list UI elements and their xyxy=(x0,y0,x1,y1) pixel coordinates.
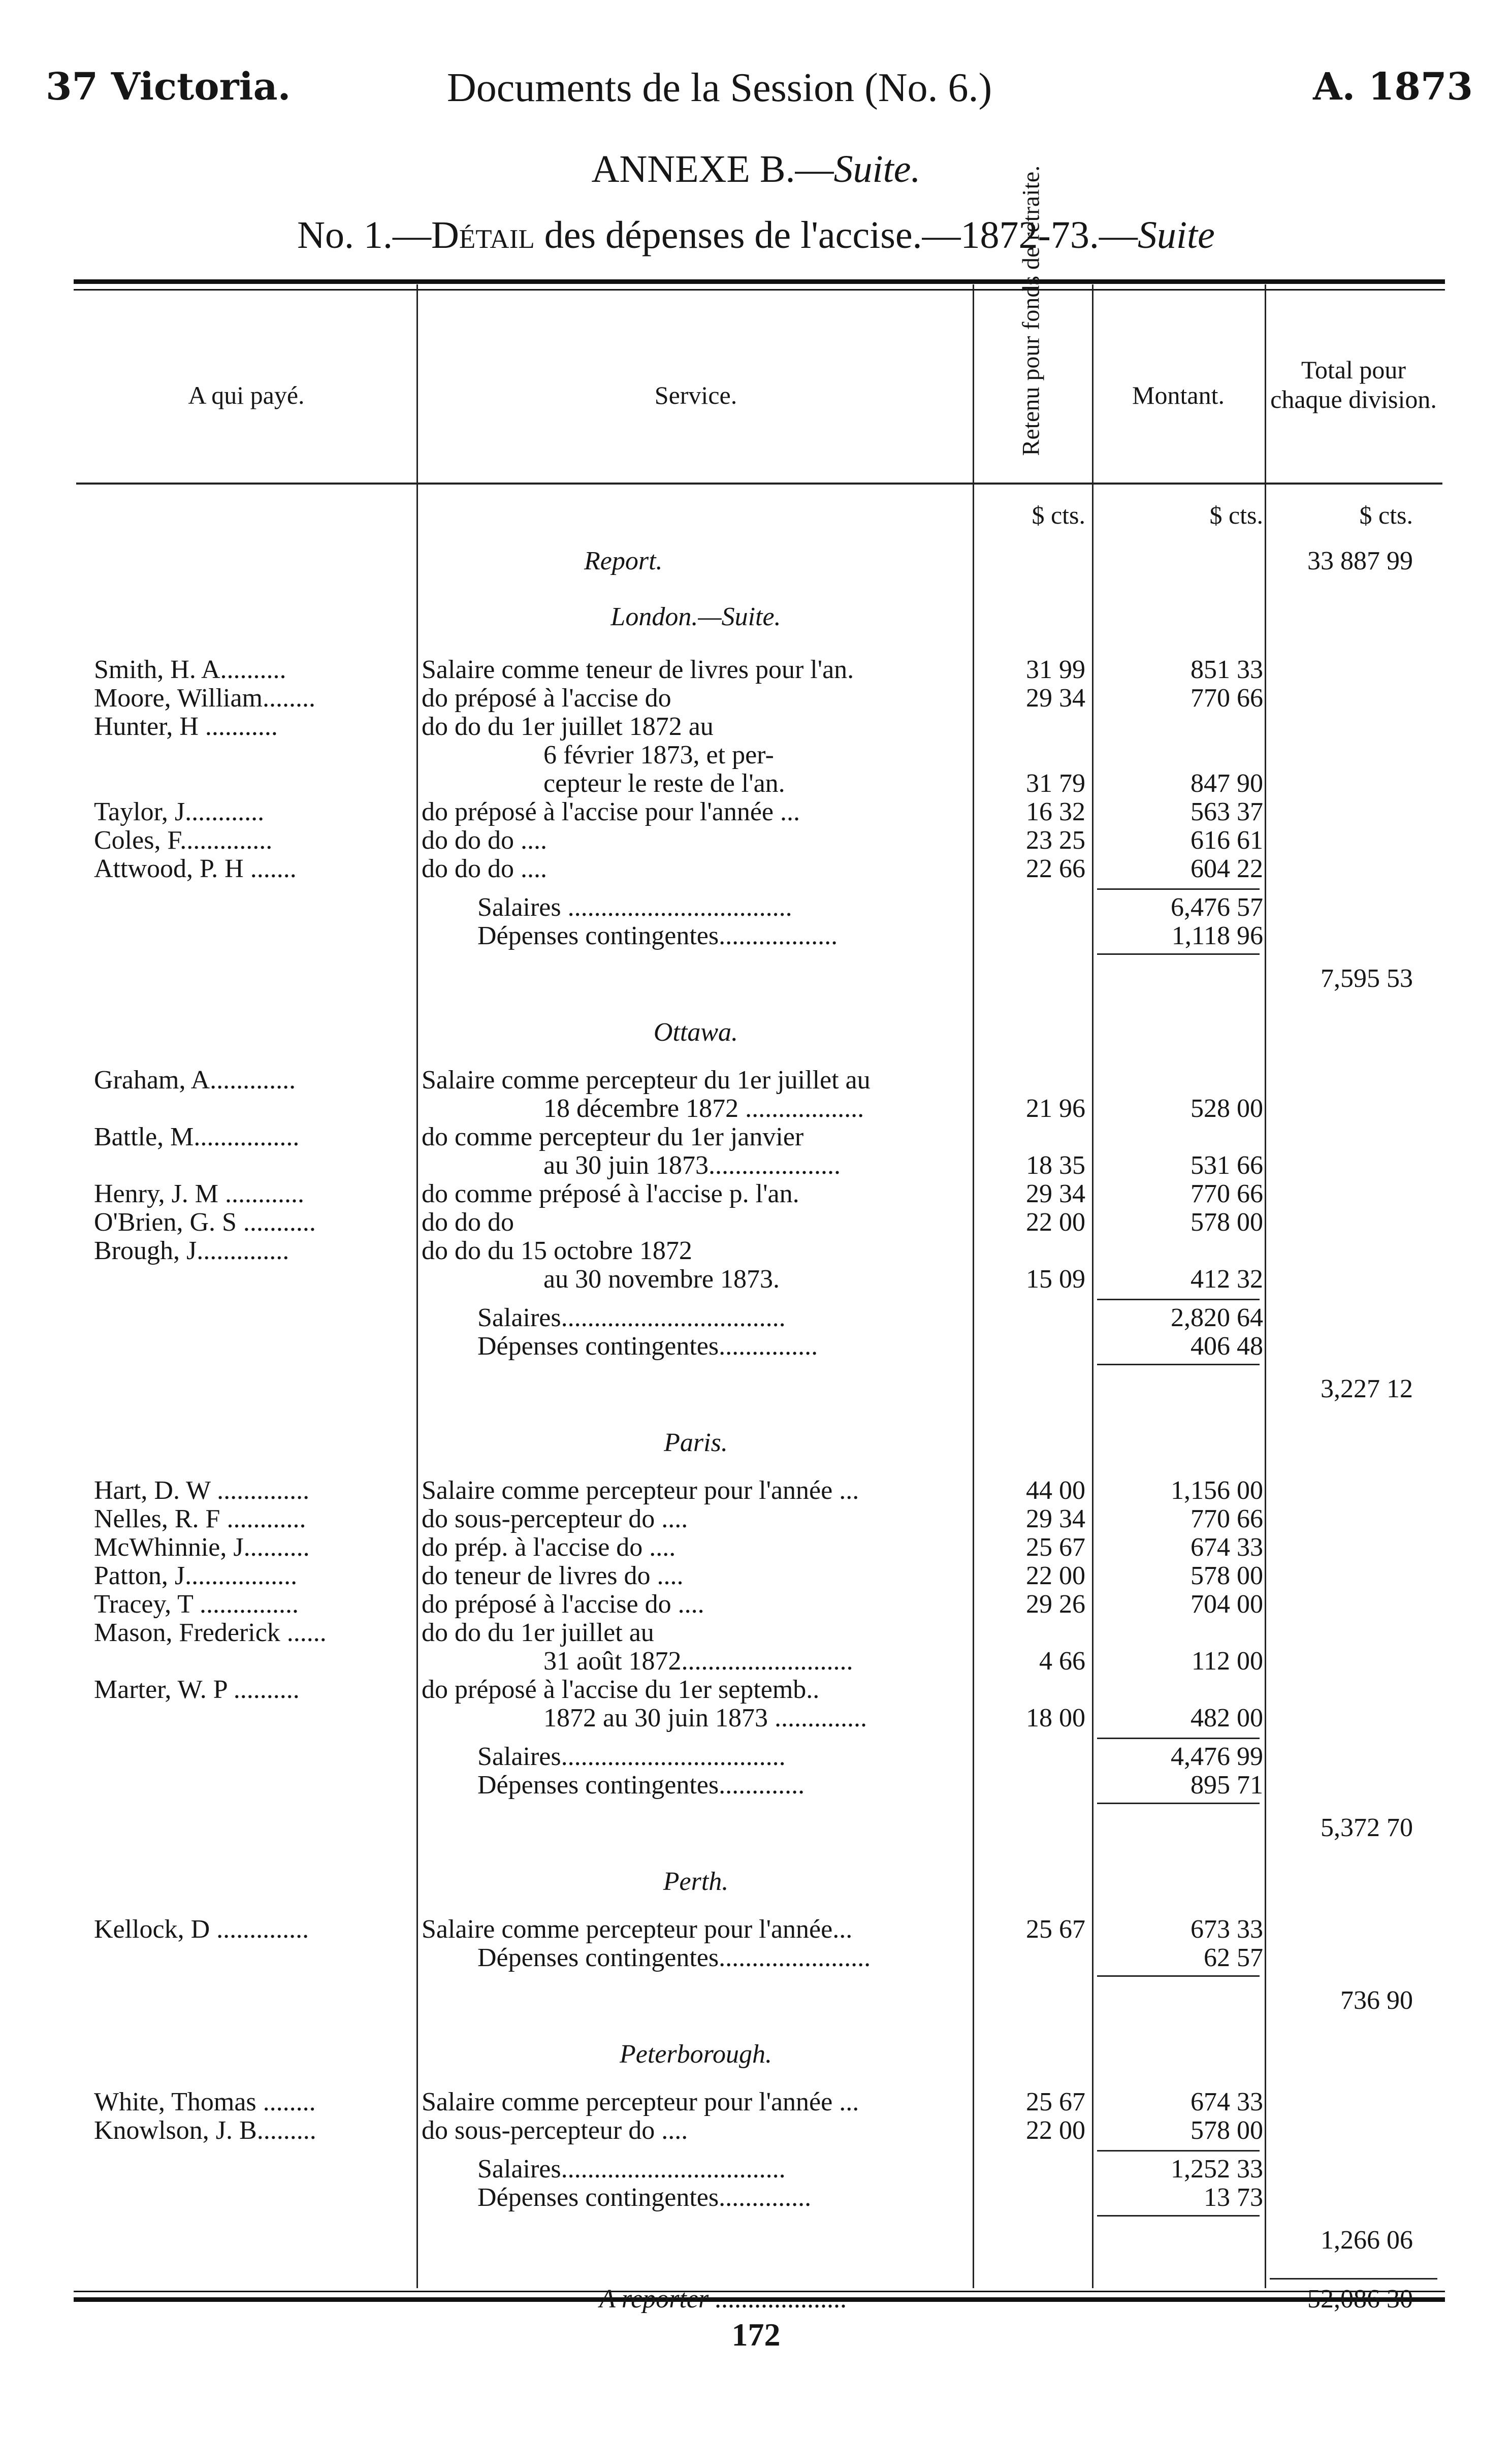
montant-rule xyxy=(1097,2215,1260,2217)
table-row xyxy=(0,1618,1512,1646)
montant-value: 604 22 xyxy=(1191,854,1263,883)
column-header-montant: Montant. xyxy=(1132,381,1225,409)
montant-rule xyxy=(1097,1803,1260,1804)
header-left: 37 Victoria. xyxy=(46,65,291,109)
service-text: Salaire comme teneur de livres pour l'an. xyxy=(422,655,854,684)
table-row xyxy=(0,1236,1512,1264)
payee-name: Brough, J.............. xyxy=(94,1236,289,1265)
retenu-value: 22 00 xyxy=(1026,1561,1085,1590)
retenu-value: 29 34 xyxy=(1026,1504,1085,1533)
total-rule xyxy=(1270,2278,1437,2280)
payee-name: Patton, J................. xyxy=(94,1561,298,1590)
service-text: do sous-percepteur do .... xyxy=(422,1504,688,1533)
table-row xyxy=(0,683,1512,712)
service-text: 6 février 1873, et per- xyxy=(543,741,774,769)
salaires-value: 1,252 33 xyxy=(1171,2155,1263,2184)
division-total-row xyxy=(0,964,1512,992)
retenu-value: 29 34 xyxy=(1026,684,1085,713)
unit-montant: $ cts. xyxy=(1209,501,1263,529)
retenu-value: 18 35 xyxy=(1026,1151,1085,1180)
payee-name: Kellock, D .............. xyxy=(94,1915,309,1944)
service-text: 31 août 1872.......................... xyxy=(543,1647,853,1676)
retenu-value: 44 00 xyxy=(1026,1476,1085,1505)
subtitle-suite: Suite xyxy=(1137,214,1215,256)
contingentes-row xyxy=(0,921,1512,949)
montant-value: 616 61 xyxy=(1191,826,1263,855)
salaires-row xyxy=(0,1742,1512,1770)
table-row xyxy=(0,768,1512,797)
table-row xyxy=(0,2115,1512,2144)
a-reporter-label: A reporter .................... xyxy=(599,2285,848,2314)
subtitle-prefix: No. 1.— xyxy=(297,214,432,256)
contingentes-label: Dépenses contingentes.................. xyxy=(477,921,838,950)
section-title xyxy=(0,2039,1512,2068)
service-text: au 30 juin 1873.................... xyxy=(543,1151,841,1180)
table-row xyxy=(0,1646,1512,1675)
retenu-value: 25 67 xyxy=(1026,1533,1085,1562)
salaires-label: Salaires.................................. xyxy=(477,1303,786,1332)
montant-value: 847 90 xyxy=(1191,769,1263,798)
column-header-total: Total pour chaque division. xyxy=(1270,356,1437,413)
payee-name: Attwood, P. H ....... xyxy=(94,854,297,883)
montant-value: 578 00 xyxy=(1191,1208,1263,1237)
payee-name: Moore, William........ xyxy=(94,684,316,713)
table-row xyxy=(0,1675,1512,1703)
montant-value: 412 32 xyxy=(1191,1265,1263,1294)
payee-name: McWhinnie, J.......... xyxy=(94,1533,310,1562)
retenu-value: 23 25 xyxy=(1026,826,1085,855)
section-title xyxy=(0,1428,1512,1456)
montant-rule xyxy=(1097,1975,1260,1977)
service-text: cepteur le reste de l'an. xyxy=(543,769,785,798)
montant-value: 578 00 xyxy=(1191,1561,1263,1590)
retenu-value: 4 66 xyxy=(1039,1647,1085,1676)
division-total-row xyxy=(0,2225,1512,2254)
table-row xyxy=(0,1914,1512,1943)
service-text: do préposé à l'accise do xyxy=(422,684,671,713)
table-row xyxy=(0,1589,1512,1618)
service-text: do do du 1er juillet 1872 au xyxy=(422,712,714,741)
table-subtitle xyxy=(0,213,1512,258)
contingentes-label: Dépenses contingentes............... xyxy=(477,1332,818,1361)
service-text: au 30 novembre 1873. xyxy=(543,1265,780,1294)
subtitle-detail: Détail xyxy=(431,214,535,256)
report-label: Report. xyxy=(584,547,663,575)
salaires-row xyxy=(0,1303,1512,1331)
service-text: 18 décembre 1872 .................. xyxy=(543,1094,864,1123)
retenu-value: 18 00 xyxy=(1026,1704,1085,1732)
service-text: do préposé à l'accise du 1er septemb.. xyxy=(422,1675,820,1704)
montant-value: 674 33 xyxy=(1191,1533,1263,1562)
payee-name: Coles, F.............. xyxy=(94,826,273,855)
montant-value: 482 00 xyxy=(1191,1704,1263,1732)
contingentes-value: 13 73 xyxy=(1204,2183,1263,2212)
table-row xyxy=(0,1094,1512,1122)
table-row xyxy=(0,797,1512,825)
section-title xyxy=(0,602,1512,630)
montant-value: 851 33 xyxy=(1191,655,1263,684)
payee-name: Marter, W. P .......... xyxy=(94,1675,300,1704)
service-text: do do do .... xyxy=(422,826,547,855)
section-title-text: Ottawa. xyxy=(653,1018,738,1047)
service-text: do do do .... xyxy=(422,854,547,883)
retenu-value: 31 79 xyxy=(1026,769,1085,798)
payee-name: Knowlson, J. B......... xyxy=(94,2116,316,2145)
division-total: 7,595 53 xyxy=(1321,964,1413,993)
division-total: 5,372 70 xyxy=(1321,1813,1413,1842)
montant-value: 770 66 xyxy=(1191,1504,1263,1533)
retenu-value: 21 96 xyxy=(1026,1094,1085,1123)
service-text: Salaire comme percepteur pour l'année ... xyxy=(422,2088,859,2116)
payee-name: Tracey, T ............... xyxy=(94,1590,299,1619)
table-row xyxy=(0,1207,1512,1236)
montant-rule xyxy=(1097,953,1260,955)
section-title xyxy=(0,1867,1512,1895)
payee-name: Hunter, H ........... xyxy=(94,712,278,741)
montant-value: 1,156 00 xyxy=(1171,1476,1263,1505)
montant-value: 770 66 xyxy=(1191,1179,1263,1208)
annex-main: ANNEXE B.— xyxy=(591,148,834,190)
subtotal-rule xyxy=(1097,1299,1260,1300)
division-total-row xyxy=(0,1985,1512,2014)
payee-name: Mason, Frederick ...... xyxy=(94,1618,327,1647)
service-text: do sous-percepteur do .... xyxy=(422,2116,688,2145)
header-right: A. 1873 xyxy=(1313,65,1473,109)
contingentes-row xyxy=(0,1770,1512,1799)
unit-total: $ cts. xyxy=(1359,501,1413,529)
payee-name: Smith, H. A.......... xyxy=(94,655,286,684)
table-row xyxy=(0,655,1512,683)
table-row xyxy=(0,1264,1512,1293)
service-text: do préposé à l'accise do .... xyxy=(422,1590,704,1619)
section-title-text: Paris. xyxy=(664,1428,728,1457)
division-total-row xyxy=(0,1374,1512,1402)
header-rule xyxy=(76,483,1442,485)
contingentes-label: Dépenses contingentes............. xyxy=(477,1771,805,1800)
retenu-value: 31 99 xyxy=(1026,655,1085,684)
page-number: 172 xyxy=(731,2317,781,2353)
contingentes-row xyxy=(0,1331,1512,1360)
montant-value: 563 37 xyxy=(1191,797,1263,826)
service-text: do do du 1er juillet au xyxy=(422,1618,654,1647)
table-row xyxy=(0,1122,1512,1150)
payee-name: Graham, A............. xyxy=(94,1066,296,1095)
montant-value: 578 00 xyxy=(1191,2116,1263,2145)
contingentes-value: 1,118 96 xyxy=(1171,921,1263,950)
montant-value: 770 66 xyxy=(1191,684,1263,713)
retenu-value: 25 67 xyxy=(1026,1915,1085,1944)
service-text: Salaire comme percepteur pour l'année... xyxy=(422,1915,853,1944)
retenu-value: 22 66 xyxy=(1026,854,1085,883)
division-total: 3,227 12 xyxy=(1321,1374,1413,1403)
service-text: do comme préposé à l'accise p. l'an. xyxy=(422,1179,799,1208)
retenu-value: 22 00 xyxy=(1026,2116,1085,2145)
report-total: 33 887 99 xyxy=(1307,547,1413,575)
montant-rule xyxy=(1097,1364,1260,1365)
montant-value: 112 00 xyxy=(1191,1647,1263,1676)
table-row xyxy=(0,1532,1512,1561)
service-text: Salaire comme percepteur du 1er juillet au xyxy=(422,1066,871,1095)
subtotal-rule xyxy=(1097,2150,1260,2152)
table-row xyxy=(0,2087,1512,2115)
retenu-value: 22 00 xyxy=(1026,1208,1085,1237)
section-title-text: Perth. xyxy=(663,1867,729,1896)
retenu-value: 29 26 xyxy=(1026,1590,1085,1619)
section-title-text: Peterborough. xyxy=(620,2040,772,2069)
salaires-value: 4,476 99 xyxy=(1171,1742,1263,1771)
salaires-row xyxy=(0,892,1512,921)
salaires-label: Salaires.................................. xyxy=(477,1742,786,1771)
contingentes-value: 895 71 xyxy=(1191,1771,1263,1800)
table-row xyxy=(0,740,1512,768)
table-row xyxy=(0,1561,1512,1589)
payee-name: Taylor, J............ xyxy=(94,797,265,826)
column-header-name: A qui payé. xyxy=(188,381,305,409)
table-row xyxy=(0,1504,1512,1532)
section-title xyxy=(0,1017,1512,1046)
contingentes-label: Dépenses contingentes....................... xyxy=(477,1943,871,1972)
a-reporter-row xyxy=(0,2284,1512,2313)
header-center: Documents de la Session (No. 6.) xyxy=(447,66,992,110)
division-total-row xyxy=(0,1813,1512,1841)
column-header-retenu xyxy=(1017,165,1045,456)
table-row xyxy=(0,1703,1512,1731)
retenu-value: 25 67 xyxy=(1026,2088,1085,2116)
subtitle-rest: des dépenses de l'accise.—1872-73.— xyxy=(534,214,1138,256)
payee-name: Nelles, R. F ............ xyxy=(94,1504,306,1533)
table-row xyxy=(0,712,1512,740)
division-total: 1,266 06 xyxy=(1321,2226,1413,2255)
service-text: do teneur de livres do .... xyxy=(422,1561,684,1590)
payee-name: Battle, M................ xyxy=(94,1122,300,1151)
a-reporter-total: 52,086 30 xyxy=(1307,2285,1413,2314)
salaires-label: Salaires.................................. xyxy=(477,2155,786,2184)
table-row xyxy=(0,1150,1512,1179)
payee-name: Henry, J. M ............ xyxy=(94,1179,305,1208)
contingentes-value: 406 48 xyxy=(1191,1332,1263,1361)
montant-value: 528 00 xyxy=(1191,1094,1263,1123)
retenu-header-text: Retenu pour fonds de retraite. xyxy=(1017,165,1045,456)
contingentes-row xyxy=(0,2183,1512,2211)
service-text: do préposé à l'accise pour l'année ... xyxy=(422,797,800,826)
salaires-row xyxy=(0,2154,1512,2183)
montant-value: 531 66 xyxy=(1191,1151,1263,1180)
contingentes-row xyxy=(0,1943,1512,1971)
contingentes-label: Dépenses contingentes.............. xyxy=(477,2183,812,2212)
service-text: do do do xyxy=(422,1208,514,1237)
payee-name: O'Brien, G. S ........... xyxy=(94,1208,316,1237)
subtotal-rule xyxy=(1097,1738,1260,1739)
column-header-service: Service. xyxy=(654,381,737,409)
subtotal-rule xyxy=(1097,888,1260,890)
report-row xyxy=(0,546,1512,574)
service-text: do prép. à l'accise do .... xyxy=(422,1533,676,1562)
service-text: do comme percepteur du 1er janvier xyxy=(422,1122,804,1151)
table-row xyxy=(0,1065,1512,1094)
salaires-value: 2,820 64 xyxy=(1171,1303,1263,1332)
payee-name: Hart, D. W .............. xyxy=(94,1476,310,1505)
section-title-text: London.—Suite. xyxy=(610,602,781,631)
service-text: do do du 15 octobre 1872 xyxy=(422,1236,692,1265)
salaires-value: 6,476 57 xyxy=(1171,893,1263,922)
table-row xyxy=(0,1475,1512,1504)
table-row xyxy=(0,1179,1512,1207)
service-text: Salaire comme percepteur pour l'année ... xyxy=(422,1476,859,1505)
payee-name: White, Thomas ........ xyxy=(94,2088,316,2116)
table-row xyxy=(0,854,1512,882)
salaires-label: Salaires .................................. xyxy=(477,893,792,922)
table-row xyxy=(0,825,1512,854)
division-total: 736 90 xyxy=(1340,1986,1413,2015)
service-text: 1872 au 30 juin 1873 .............. xyxy=(543,1704,867,1732)
contingentes-value: 62 57 xyxy=(1204,1943,1263,1972)
montant-value: 704 00 xyxy=(1191,1590,1263,1619)
montant-value: 673 33 xyxy=(1191,1915,1263,1944)
annex-title xyxy=(0,147,1512,191)
retenu-value: 29 34 xyxy=(1026,1179,1085,1208)
retenu-value: 16 32 xyxy=(1026,797,1085,826)
annex-suite: Suite. xyxy=(833,148,921,190)
page-header xyxy=(46,65,1473,111)
montant-value: 674 33 xyxy=(1191,2088,1263,2116)
retenu-value: 15 09 xyxy=(1026,1265,1085,1294)
unit-retenu: $ cts. xyxy=(1032,501,1085,529)
